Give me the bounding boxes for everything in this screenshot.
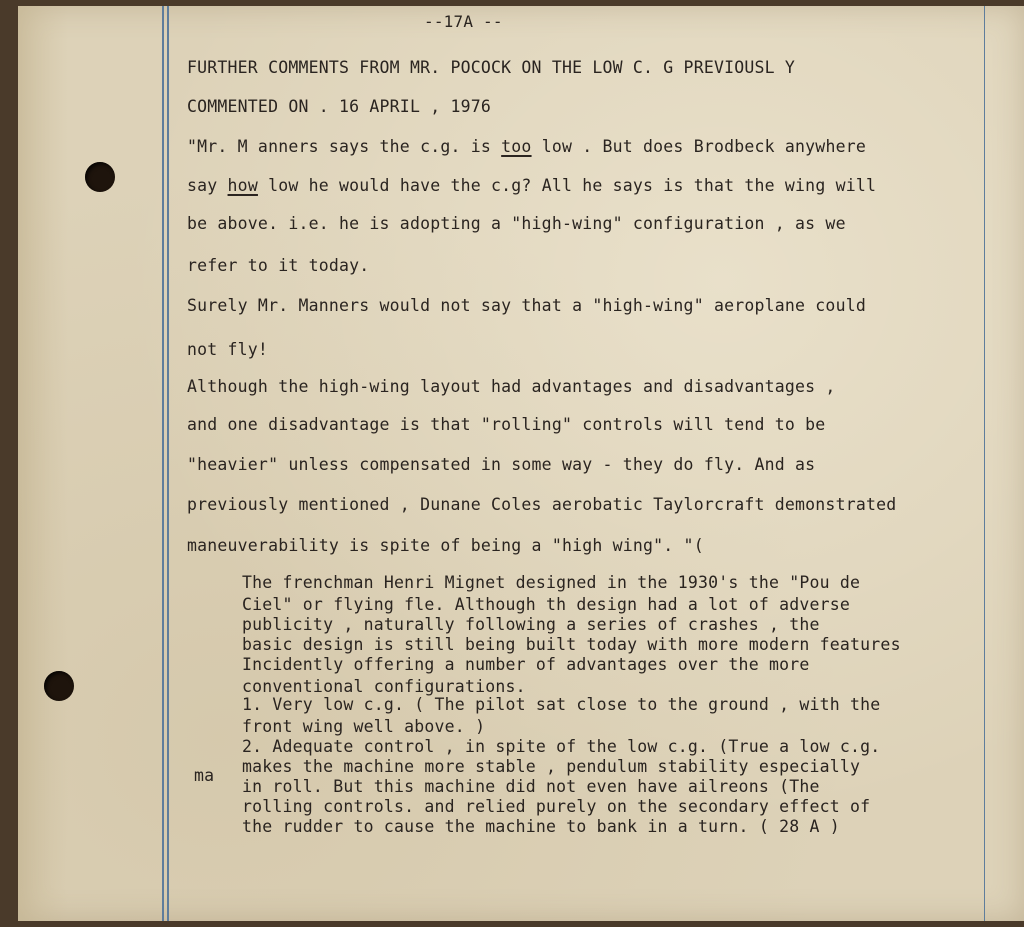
- underlined-word: too: [501, 137, 532, 156]
- line-text: "heavier" unless compensated in some way - they do fly. And as: [187, 455, 816, 474]
- line-text: low . But does Brodbeck anywhere: [531, 137, 866, 156]
- paper-edge-shading: [18, 6, 68, 921]
- quote-line: the rudder to cause the machine to bank in a turn. ( 28 A ): [242, 817, 840, 836]
- paragraph-line: [187, 176, 876, 196]
- underlined-word: how: [227, 176, 258, 195]
- quote-line: basic design is still being built today with more modern features: [242, 635, 901, 654]
- paragraph-line: [187, 340, 268, 360]
- punch-hole-bottom: [44, 671, 74, 701]
- line-text: Surely Mr. Manners would not say that a "high-wing" aeroplane could: [187, 296, 866, 315]
- line-text: and one disadvantage is that "rolling" controls will tend to be: [187, 415, 826, 434]
- line-text: previously mentioned , Dunane Coles aerobatic Taylorcraft demonstrated: [187, 495, 897, 514]
- paragraph-line: [187, 495, 896, 515]
- line-text: refer to it today.: [187, 256, 370, 275]
- quote-line: rolling controls. and relied purely on the secondary effect of: [242, 797, 871, 816]
- line-text: maneuverability is spite of being a "high wing". "(: [187, 536, 704, 555]
- punch-hole-top: [85, 162, 115, 192]
- paragraph-line: [187, 377, 836, 397]
- right-margin-rule: [984, 6, 985, 921]
- line-text: low he would have the c.g? All he says is that the wing will: [257, 176, 877, 195]
- quote-line: in roll. But this machine did not even have ailreons (The: [242, 777, 820, 796]
- heading-line: FURTHER COMMENTS FROM MR. POCOCK ON THE LOW C. G PREVIOUSL Y: [187, 58, 796, 77]
- quote-line: 1. Very low c.g. ( The pilot sat close to the ground , with the: [242, 695, 881, 714]
- margin-note: ma: [194, 766, 215, 785]
- paragraph-line: [187, 415, 825, 435]
- quote-line: The frenchman Henri Mignet designed in the 1930's the "Pou de: [242, 573, 861, 592]
- line-text: say: [187, 176, 228, 195]
- paragraph-line: [187, 137, 866, 157]
- page-number: --17A --: [424, 12, 503, 31]
- paragraph-line: [187, 214, 846, 234]
- paragraph-line: [187, 536, 704, 556]
- quote-line: 2. Adequate control , in spite of the low c.g. (True a low c.g.: [242, 737, 881, 756]
- line-text: "Mr. M anners says the c.g. is: [187, 137, 502, 156]
- quote-line: conventional configurations.: [242, 677, 526, 696]
- line-text: not fly!: [187, 340, 269, 359]
- line-text: Although the high-wing layout had advantages and disadvantages ,: [187, 377, 836, 396]
- paragraph-line: [187, 256, 369, 276]
- quote-line: Incidently offering a number of advantages over the more: [242, 655, 810, 674]
- quote-line: publicity , naturally following a series of crashes , the: [242, 615, 820, 634]
- paragraph-line: [187, 455, 815, 475]
- left-margin-rule-double: [167, 6, 169, 921]
- quote-line: front wing well above. ): [242, 717, 486, 736]
- heading-line: COMMENTED ON . 16 APRIL , 1976: [187, 97, 492, 116]
- line-text: be above. i.e. he is adopting a "high-wing" configuration , as we: [187, 214, 846, 233]
- quote-line: Ciel" or flying fle. Although th design had a lot of adverse: [242, 595, 851, 614]
- paragraph-line: [187, 296, 866, 316]
- left-margin-rule: [162, 6, 164, 921]
- quote-line: makes the machine more stable , pendulum stability especially: [242, 757, 861, 776]
